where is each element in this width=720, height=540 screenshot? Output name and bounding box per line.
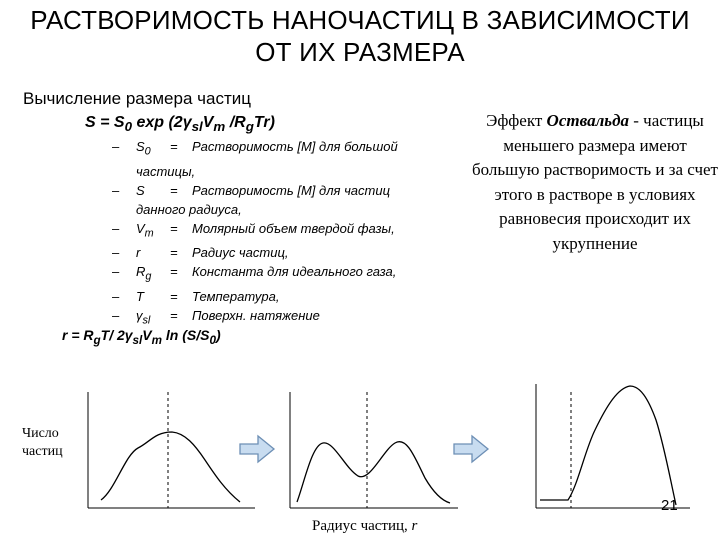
subheading: Вычисление размера частиц: [23, 89, 251, 108]
y-axis-label: Число частиц: [22, 426, 63, 459]
right-arrow-icon: [240, 436, 274, 462]
definition-item: – S = Растворимость [M] для частиц данного радиуса,: [112, 181, 452, 219]
symbol: $V_m$: [136, 220, 154, 240]
definition-item: – r = Радиус частиц,: [112, 243, 452, 262]
title-line-2: ОТ ИХ РАЗМЕРА: [255, 37, 465, 67]
right-arrow-icon: [454, 436, 488, 462]
symbol: $\gamma_{sl}$: [136, 307, 151, 327]
definition-text: Растворимость [M] для частиц: [192, 182, 391, 198]
definition-text: Поверхн. натяжение: [192, 307, 320, 323]
graph-3: [536, 384, 690, 508]
x-axis-label: Радиус частиц, r: [312, 518, 418, 534]
ostwald-effect-note: Эффект Оствальда - частицы меньшего размера имеют большую растворимость и за счет этого в растворе в условиях равновесия происходит их укрупнение: [472, 111, 718, 253]
symbol: S: [136, 182, 145, 198]
graph-2: [290, 392, 458, 508]
definition-item: – $V_m$ = Молярный объем твердой фазы,: [112, 219, 452, 244]
symbol: $R_g$: [136, 264, 152, 283]
radius-formula: $r = R_gT/$ $2\gamma_{sl}V_m$ $\ln (S/S_0)$: [62, 327, 221, 347]
graph-1: [88, 392, 255, 508]
definition-text: Радиус частиц,: [192, 245, 289, 261]
definition-text: Температура,: [192, 288, 280, 304]
symbol: T: [136, 288, 144, 304]
distribution-curve: [297, 442, 450, 503]
definition-continuation: частицы,: [136, 163, 196, 179]
definition-item: – T = Температура,: [112, 287, 452, 306]
definition-item: – $S_0$ = Растворимость [M] для большой частицы,: [112, 137, 452, 181]
symbol: $S_0$: [136, 139, 151, 158]
definition-item: – $R_g$ = Константа для идеального газа,: [112, 262, 452, 287]
definition-text: Растворимость [M] для большой: [192, 139, 398, 154]
title-line-1: РАСТВОРИМОСТЬ НАНОЧАСТИЦ В ЗАВИСИМОСТИ: [30, 5, 690, 35]
symbol: r: [136, 245, 141, 261]
page-number: 21: [661, 497, 678, 514]
distribution-curve: [540, 386, 676, 505]
definition-continuation: данного радиуса,: [136, 201, 242, 217]
main-formula: $S = S_0$ $\exp (2\gamma_{sl}V_m$ $/R_gTr$): [85, 114, 275, 135]
definition-text: Молярный объем твердой фазы,: [192, 220, 395, 236]
definition-item: – $\gamma_{sl}$ = Поверхн. натяжение: [112, 306, 452, 331]
ostwald-name: Оствальда: [546, 111, 629, 130]
definition-text: Константа для идеального газа,: [192, 264, 397, 280]
distribution-curve: [101, 432, 240, 502]
